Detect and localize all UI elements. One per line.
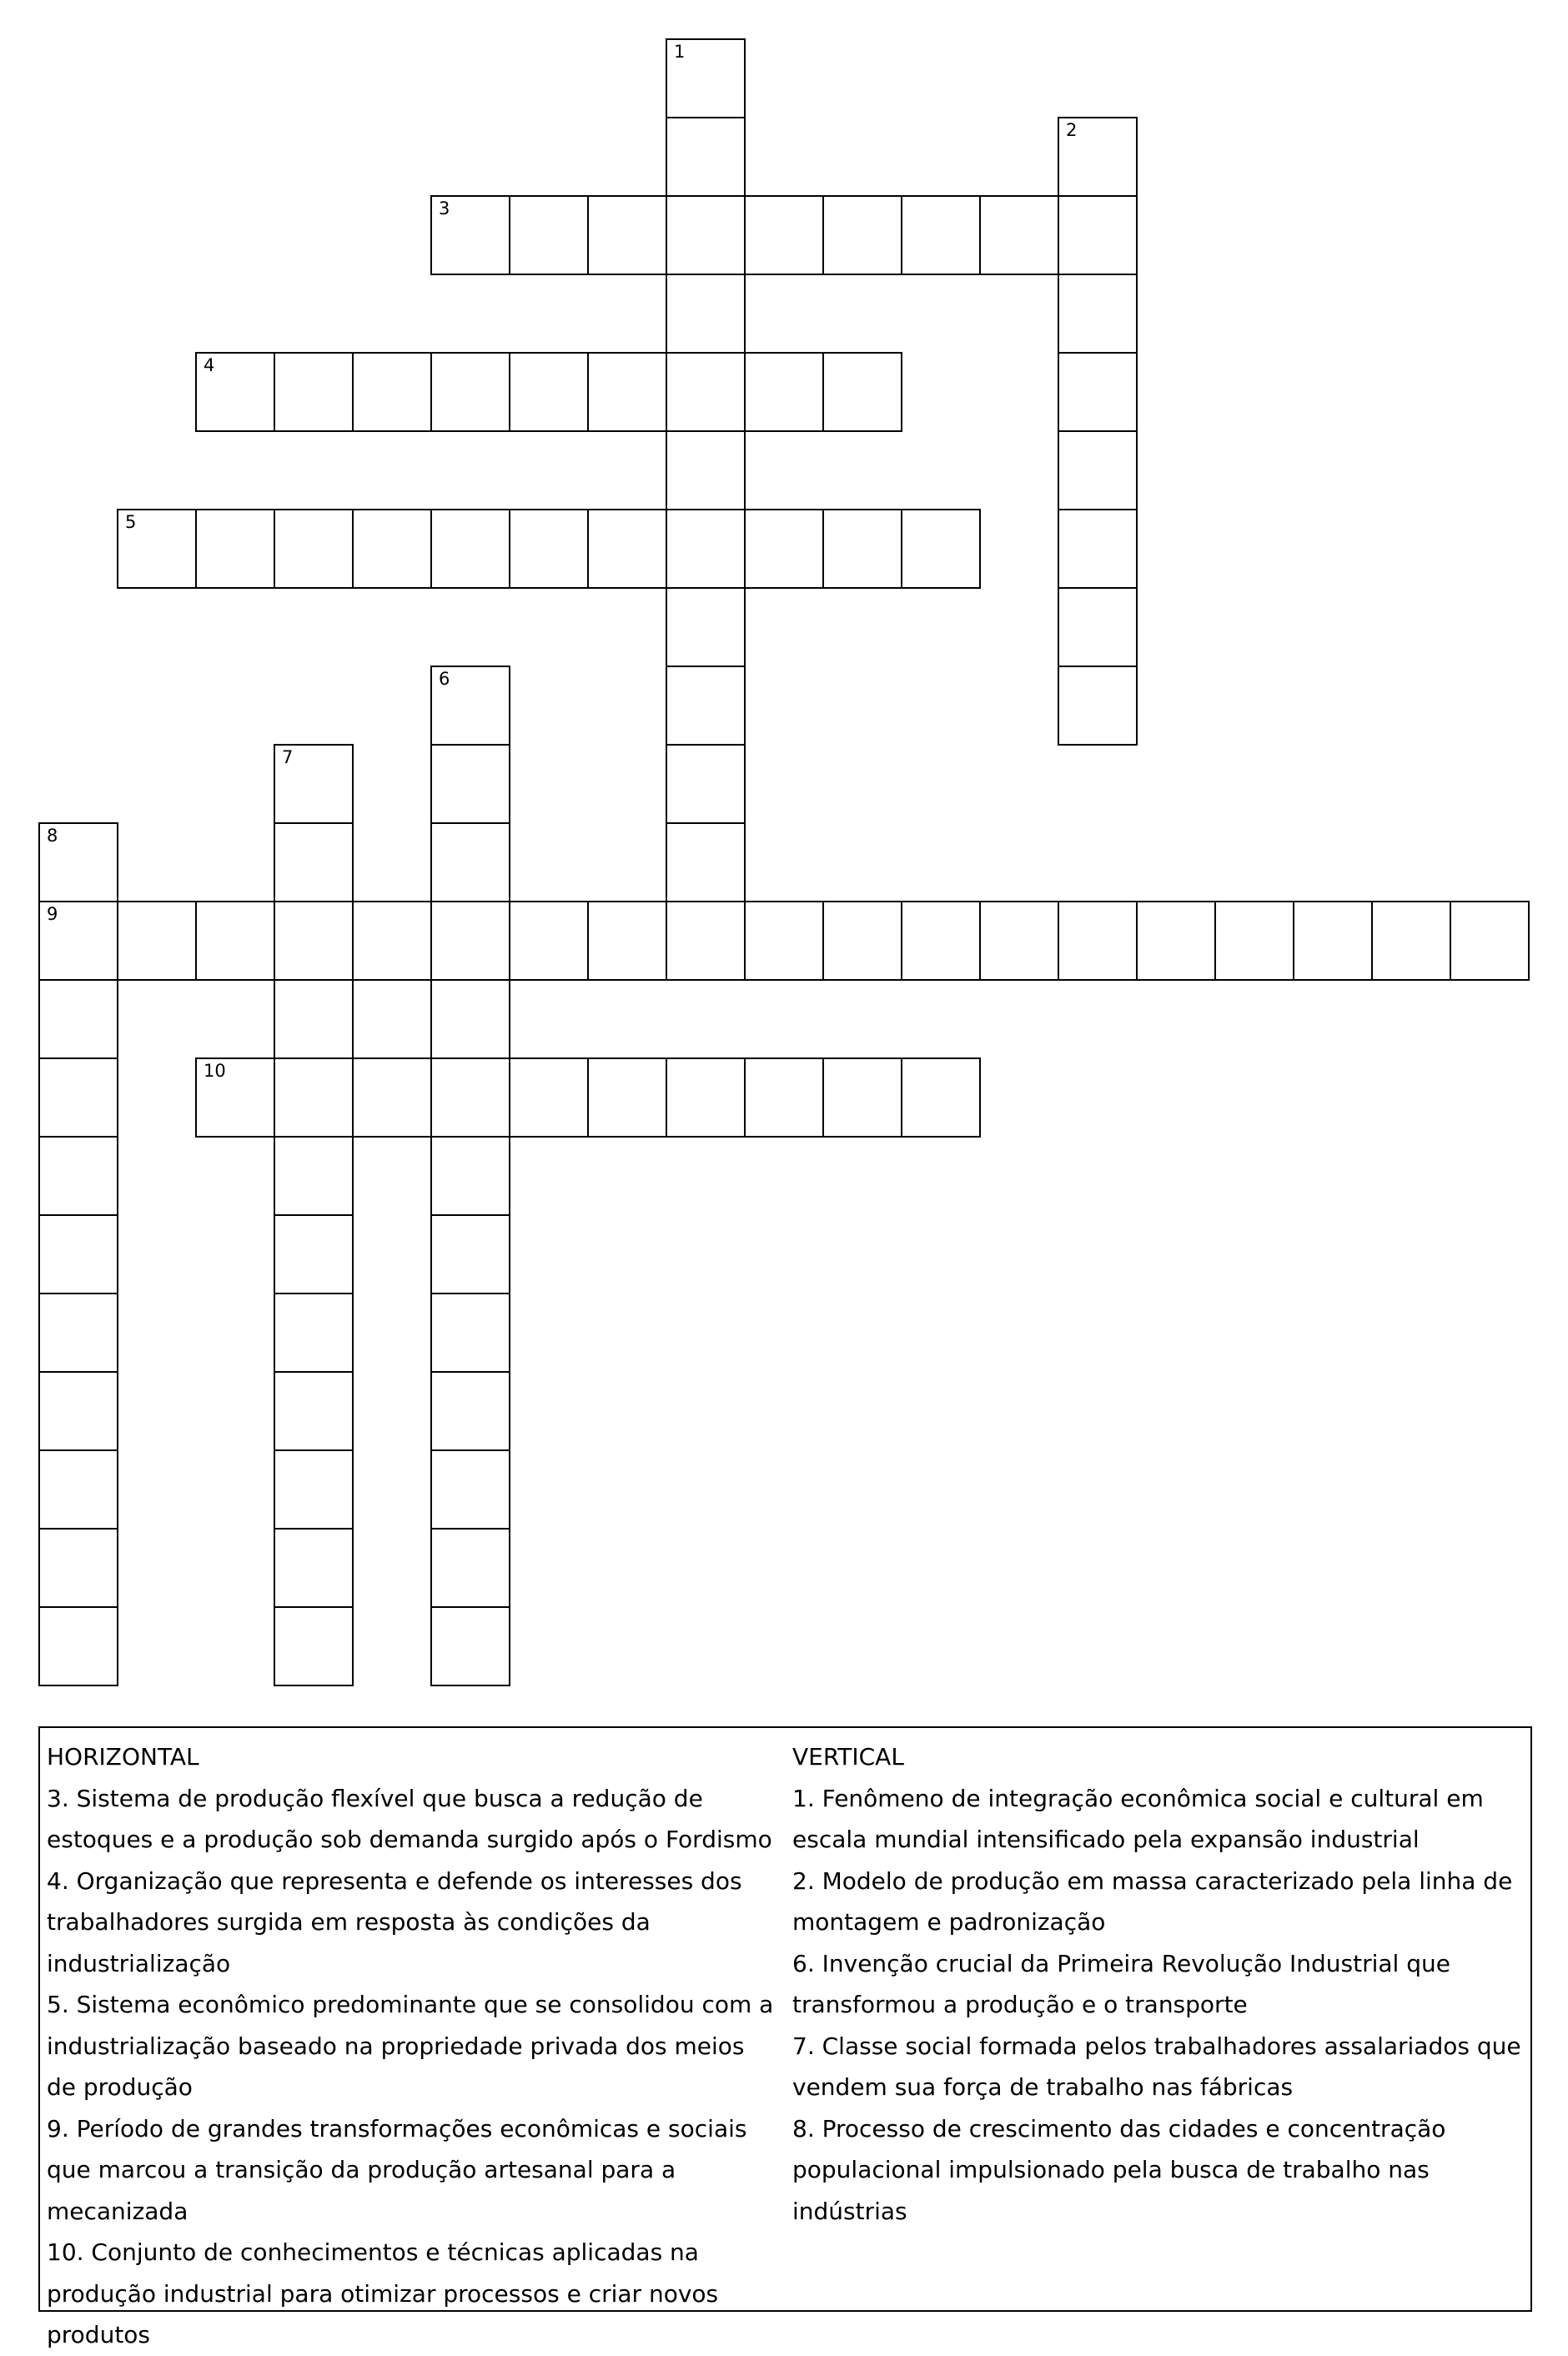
grid-cell[interactable] [430, 1606, 510, 1686]
clue-horizontal-5: 5. Sistema econômico predominante que se consolidou com a industrialização baseado na propriedade privada dos meios de produção [47, 1991, 774, 2101]
grid-cell[interactable] [509, 352, 589, 432]
grid-cell[interactable] [666, 117, 746, 197]
grid-cell[interactable] [38, 1057, 118, 1138]
grid-cell[interactable] [509, 509, 589, 589]
clue-vertical-6: 6. Invenção crucial da Primeira Revolução Industrial que transformou a produção e o transporte [792, 1949, 1450, 2018]
grid-cell[interactable] [430, 1136, 510, 1216]
grid-cell[interactable] [1058, 117, 1138, 197]
grid-cell[interactable] [1058, 430, 1138, 510]
grid-cell[interactable] [274, 979, 354, 1059]
grid-cell[interactable] [274, 1057, 354, 1138]
clue-box [38, 1726, 1532, 2348]
grid-cell[interactable] [274, 1449, 354, 1530]
grid-cell[interactable] [430, 1293, 510, 1373]
grid-cell[interactable] [274, 1371, 354, 1451]
grid-cell[interactable] [352, 352, 432, 432]
grid-cell[interactable] [38, 1528, 118, 1608]
grid-cell[interactable] [274, 352, 354, 432]
grid-cell[interactable] [430, 822, 510, 902]
grid-cell[interactable] [195, 901, 275, 981]
grid-cell[interactable] [1058, 195, 1138, 275]
grid-cell[interactable] [38, 979, 118, 1059]
cell-number-10: 10 [204, 1061, 226, 1081]
grid-cell[interactable] [666, 666, 746, 746]
cell-number-3: 3 [439, 198, 450, 219]
grid-cell[interactable] [430, 744, 510, 824]
grid-cell[interactable] [744, 352, 824, 432]
grid-cell[interactable] [666, 195, 746, 275]
clue-vertical-1: 1. Fenômeno de integração econômica social e cultural em escala mundial intensificado pela expansão industrial [792, 1784, 1484, 1853]
grid-cell[interactable] [430, 1449, 510, 1530]
grid-cell[interactable] [352, 509, 432, 589]
clue-horizontal-4: 4. Organização que representa e defende os interesses dos trabalhadores surgida em resposta às condições da industrialização [47, 1866, 742, 1977]
grid-cell[interactable] [274, 822, 354, 902]
grid-cell[interactable] [195, 352, 275, 432]
grid-cell[interactable] [38, 1293, 118, 1373]
grid-cell[interactable] [666, 352, 746, 432]
clue-vertical-2: 2. Modelo de produção em massa caracterizado pela linha de montagem e padronização [792, 1866, 1513, 1936]
cell-number-6: 6 [439, 669, 450, 689]
cell-number-7: 7 [282, 747, 294, 767]
grid-cell[interactable] [509, 195, 589, 275]
grid-cell[interactable] [901, 509, 981, 589]
grid-cell[interactable] [666, 744, 746, 824]
grid-cell[interactable] [979, 195, 1059, 275]
clue-horizontal-9: 9. Período de grandes transformações econômicas e sociais que marcou a transição da produção artesanal para a mecanizada [47, 2114, 747, 2225]
grid-cell[interactable] [509, 901, 589, 981]
grid-cell[interactable] [744, 195, 824, 275]
grid-cell[interactable] [587, 195, 667, 275]
grid-cell[interactable] [1293, 901, 1373, 981]
grid-cell[interactable] [195, 509, 275, 589]
grid-cell[interactable] [587, 509, 667, 589]
cell-number-4: 4 [204, 355, 215, 375]
cell-number-2: 2 [1066, 120, 1078, 140]
grid-cell[interactable] [822, 1057, 902, 1138]
grid-cell[interactable] [744, 509, 824, 589]
grid-cell[interactable] [430, 1057, 510, 1138]
grid-cell[interactable] [38, 1449, 118, 1530]
grid-cell[interactable] [38, 901, 118, 981]
horizontal-heading: HORIZONTAL [47, 1743, 199, 1771]
cell-number-5: 5 [125, 512, 137, 532]
grid-cell[interactable] [744, 1057, 824, 1138]
grid-cell[interactable] [587, 901, 667, 981]
grid-cell[interactable] [509, 1057, 589, 1138]
grid-cell[interactable] [587, 352, 667, 432]
grid-cell[interactable] [274, 1136, 354, 1216]
grid-cell[interactable] [822, 901, 902, 981]
grid-cell[interactable] [430, 195, 510, 275]
vertical-clues [792, 1736, 1526, 2232]
grid-cell[interactable] [822, 195, 902, 275]
grid-cell[interactable] [117, 509, 197, 589]
grid-cell[interactable] [38, 822, 118, 902]
grid-cell[interactable] [430, 666, 510, 746]
cell-number-1: 1 [674, 42, 686, 62]
grid-cell[interactable] [352, 1057, 432, 1138]
clue-vertical-8: 8. Processo de crescimento das cidades e concentração populacional impulsionado pela busca de trabalho nas indústrias [792, 2114, 1446, 2225]
grid-cell[interactable] [274, 1606, 354, 1686]
grid-cell[interactable] [666, 509, 746, 589]
grid-cell[interactable] [1371, 901, 1451, 981]
grid-cell[interactable] [274, 1528, 354, 1608]
grid-cell[interactable] [38, 1371, 118, 1451]
clue-horizontal-3: 3. Sistema de produção flexível que busca a redução de estoques e a produção sob demanda surgido após o Fordismo [47, 1784, 772, 1853]
grid-cell[interactable] [430, 1371, 510, 1451]
grid-cell[interactable] [430, 979, 510, 1059]
grid-cell[interactable] [1136, 901, 1216, 981]
clue-vertical-7: 7. Classe social formada pelos trabalhadores assalariados que vendem sua força de trabalho nas fábricas [792, 2032, 1521, 2101]
horizontal-clues [47, 1736, 781, 2356]
cell-number-9: 9 [47, 904, 58, 924]
grid-cell[interactable] [352, 901, 432, 981]
grid-cell[interactable] [822, 509, 902, 589]
grid-cell[interactable] [38, 1606, 118, 1686]
grid-cell[interactable] [1058, 666, 1138, 746]
grid-cell[interactable] [901, 1057, 981, 1138]
grid-cell[interactable] [1450, 901, 1530, 981]
grid-cell[interactable] [901, 195, 981, 275]
grid-cell[interactable] [274, 1293, 354, 1373]
grid-cell[interactable] [587, 1057, 667, 1138]
grid-cell[interactable] [1058, 587, 1138, 667]
grid-cell[interactable] [822, 352, 902, 432]
grid-cell[interactable] [666, 822, 746, 902]
grid-cell[interactable] [1214, 901, 1294, 981]
grid-cell[interactable] [38, 1136, 118, 1216]
grid-cell[interactable] [1058, 509, 1138, 589]
grid-cell[interactable] [1058, 352, 1138, 432]
grid-cell[interactable] [979, 901, 1059, 981]
grid-cell[interactable] [430, 1214, 510, 1294]
grid-cell[interactable] [666, 901, 746, 981]
grid-cell[interactable] [666, 274, 746, 354]
grid-cell[interactable] [430, 352, 510, 432]
cell-number-8: 8 [47, 826, 58, 846]
grid-cell[interactable] [666, 430, 746, 510]
grid-cell[interactable] [430, 1528, 510, 1608]
grid-cell[interactable] [666, 38, 746, 118]
grid-cell[interactable] [274, 509, 354, 589]
grid-cell[interactable] [117, 901, 197, 981]
clue-horizontal-10: 10. Conjunto de conhecimentos e técnicas aplicadas na produção industrial para otimizar processos e criar novos produtos [47, 2238, 719, 2348]
grid-cell[interactable] [430, 901, 510, 981]
grid-cell[interactable] [38, 1214, 118, 1294]
grid-cell[interactable] [430, 509, 510, 589]
grid-cell[interactable] [274, 1214, 354, 1294]
grid-cell[interactable] [195, 1057, 275, 1138]
grid-cell[interactable] [274, 901, 354, 981]
grid-cell[interactable] [901, 901, 981, 981]
grid-cell[interactable] [666, 587, 746, 667]
vertical-heading: VERTICAL [792, 1743, 904, 1771]
grid-cell[interactable] [1058, 901, 1138, 981]
grid-cell[interactable] [666, 1057, 746, 1138]
grid-cell[interactable] [1058, 274, 1138, 354]
grid-cell[interactable] [274, 744, 354, 824]
grid-cell[interactable] [744, 901, 824, 981]
